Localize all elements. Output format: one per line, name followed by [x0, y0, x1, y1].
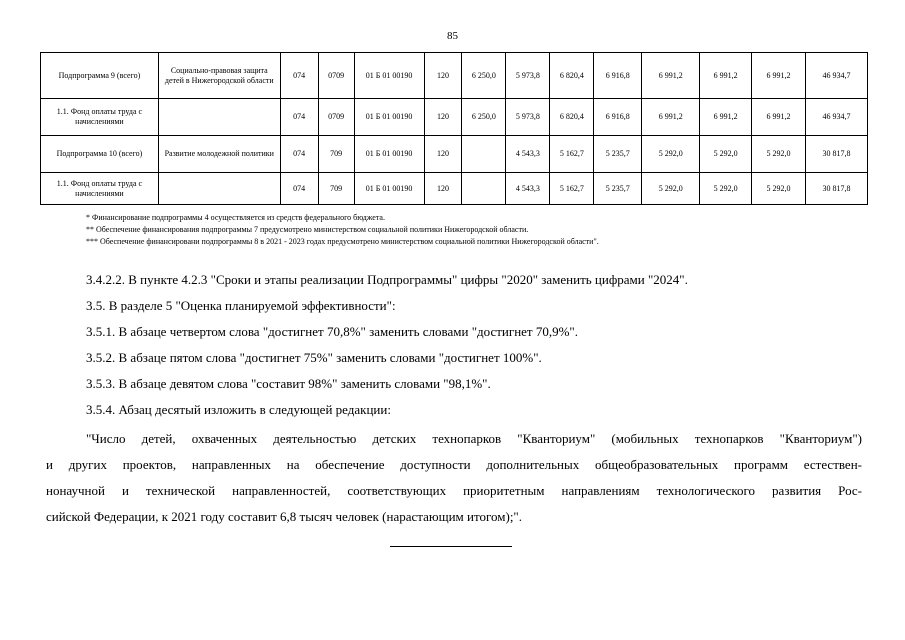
- table-cell: 120: [424, 99, 462, 136]
- quote-line: нонаучной и технической направленностей, соответствующих приоритетным направлениям технологического развития Рос-: [46, 483, 862, 498]
- table-cell: 5 292,0: [752, 173, 806, 205]
- paragraph: 3.5. В разделе 5 "Оценка планируемой эффективности":: [86, 298, 396, 313]
- table-cell: [462, 136, 506, 173]
- table-cell: 5 162,7: [550, 136, 594, 173]
- table-cell: 0709: [318, 99, 354, 136]
- table-cell: [158, 173, 280, 205]
- footnote: *** Обеспечение финансировани подпрограммы 8 в 2021 - 2023 годах предусмотрено министерством социальной политики Нижегородской области".: [86, 237, 599, 246]
- table-cell: 5 292,0: [700, 136, 752, 173]
- table-cell: 30 817,8: [806, 173, 868, 205]
- quote-line: сийской Федерации, к 2021 году составит 6,8 тысяч человек (нарастающим итогом);".: [46, 509, 522, 524]
- budget-table: [40, 52, 868, 205]
- table-cell: Подпрограмма 10 (всего): [41, 136, 159, 173]
- quote-line: "Число детей, охваченных деятельностью детских технопарков "Кванториум" (мобильных технопарков "Кванториум"): [86, 431, 862, 446]
- table-cell: 6 250,0: [462, 53, 506, 99]
- table-cell: 01 Б 01 00190: [354, 173, 424, 205]
- table-cell: 0709: [318, 53, 354, 99]
- table-cell: 5 235,7: [594, 173, 642, 205]
- table-cell: 5 292,0: [642, 173, 700, 205]
- quoted-paragraph: [46, 426, 862, 530]
- table-cell: 46 934,7: [806, 53, 868, 99]
- table-cell: 5 292,0: [752, 136, 806, 173]
- table-cell: 6 916,8: [594, 99, 642, 136]
- table-cell: 4 543,3: [506, 136, 550, 173]
- table-cell: 120: [424, 136, 462, 173]
- table-cell: 6 991,2: [700, 53, 752, 99]
- table-cell: 5 292,0: [700, 173, 752, 205]
- table-cell: 074: [280, 173, 318, 205]
- table-cell: Подпрограмма 9 (всего): [41, 53, 159, 99]
- footnote: ** Обеспечение финансирования подпрограммы 7 предусмотрено министерством социальной политики Нижегородской области.: [86, 225, 529, 234]
- table-cell: 1.1. Фонд оплаты труда с начислениями: [41, 173, 159, 205]
- table-cell: 01 Б 01 00190: [354, 99, 424, 136]
- paragraph: 3.4.2.2. В пункте 4.2.3 "Сроки и этапы реализации Подпрограммы" цифры "2020" заменить цифрами "2024".: [86, 272, 688, 287]
- table-cell: 4 543,3: [506, 173, 550, 205]
- paragraph: 3.5.4. Абзац десятый изложить в следующей редакции:: [86, 402, 391, 417]
- table-cell: 6 916,8: [594, 53, 642, 99]
- table-cell: Социально-правовая защита детей в Нижегородской области: [158, 53, 280, 99]
- closing-divider: [390, 546, 512, 547]
- table-cell: 120: [424, 173, 462, 205]
- paragraph: 3.5.3. В абзаце девятом слова "составит 98%" заменить словами "98,1%".: [86, 376, 491, 391]
- table-row: [41, 99, 868, 136]
- table-cell: [462, 173, 506, 205]
- table-cell: 6 991,2: [642, 99, 700, 136]
- footnote: * Финансирование подпрограммы 4 осуществляется из средств федерального бюджета.: [86, 213, 385, 222]
- table-cell: 074: [280, 53, 318, 99]
- table-row: [41, 173, 868, 205]
- page-number: 85: [447, 30, 458, 42]
- table-cell: 5 235,7: [594, 136, 642, 173]
- table-cell: 074: [280, 136, 318, 173]
- table-cell: 5 292,0: [642, 136, 700, 173]
- table-footnotes: [86, 212, 599, 248]
- table-cell: 074: [280, 99, 318, 136]
- table-cell: 30 817,8: [806, 136, 868, 173]
- table-cell: [158, 99, 280, 136]
- table-cell: 5 973,8: [506, 99, 550, 136]
- table-cell: 01 Б 01 00190: [354, 136, 424, 173]
- table-cell: 6 991,2: [752, 99, 806, 136]
- table-row: [41, 136, 868, 173]
- table-cell: 5 162,7: [550, 173, 594, 205]
- table-cell: 5 973,8: [506, 53, 550, 99]
- table-cell: 1.1. Фонд оплаты труда с начислениями: [41, 99, 159, 136]
- table-cell: 120: [424, 53, 462, 99]
- table-cell: 6 820,4: [550, 53, 594, 99]
- table-cell: 6 991,2: [700, 99, 752, 136]
- quote-line: и других проектов, направленных на обеспечение доступности дополнительных общеобразовательных программ естествен-: [46, 457, 862, 472]
- table-cell: 46 934,7: [806, 99, 868, 136]
- paragraph: 3.5.2. В абзаце пятом слова "достигнет 75%" заменить словами "достигнет 100%".: [86, 350, 542, 365]
- table-cell: 6 991,2: [642, 53, 700, 99]
- paragraph: 3.5.1. В абзаце четвертом слова "достигнет 70,8%" заменить словами "достигнет 70,9%".: [86, 324, 578, 339]
- table-cell: Развитие молодежной политики: [158, 136, 280, 173]
- table-cell: 6 250,0: [462, 99, 506, 136]
- table-cell: 6 820,4: [550, 99, 594, 136]
- table-cell: 709: [318, 173, 354, 205]
- table-cell: 6 991,2: [752, 53, 806, 99]
- table-cell: 709: [318, 136, 354, 173]
- table-cell: 01 Б 01 00190: [354, 53, 424, 99]
- table-row: [41, 53, 868, 99]
